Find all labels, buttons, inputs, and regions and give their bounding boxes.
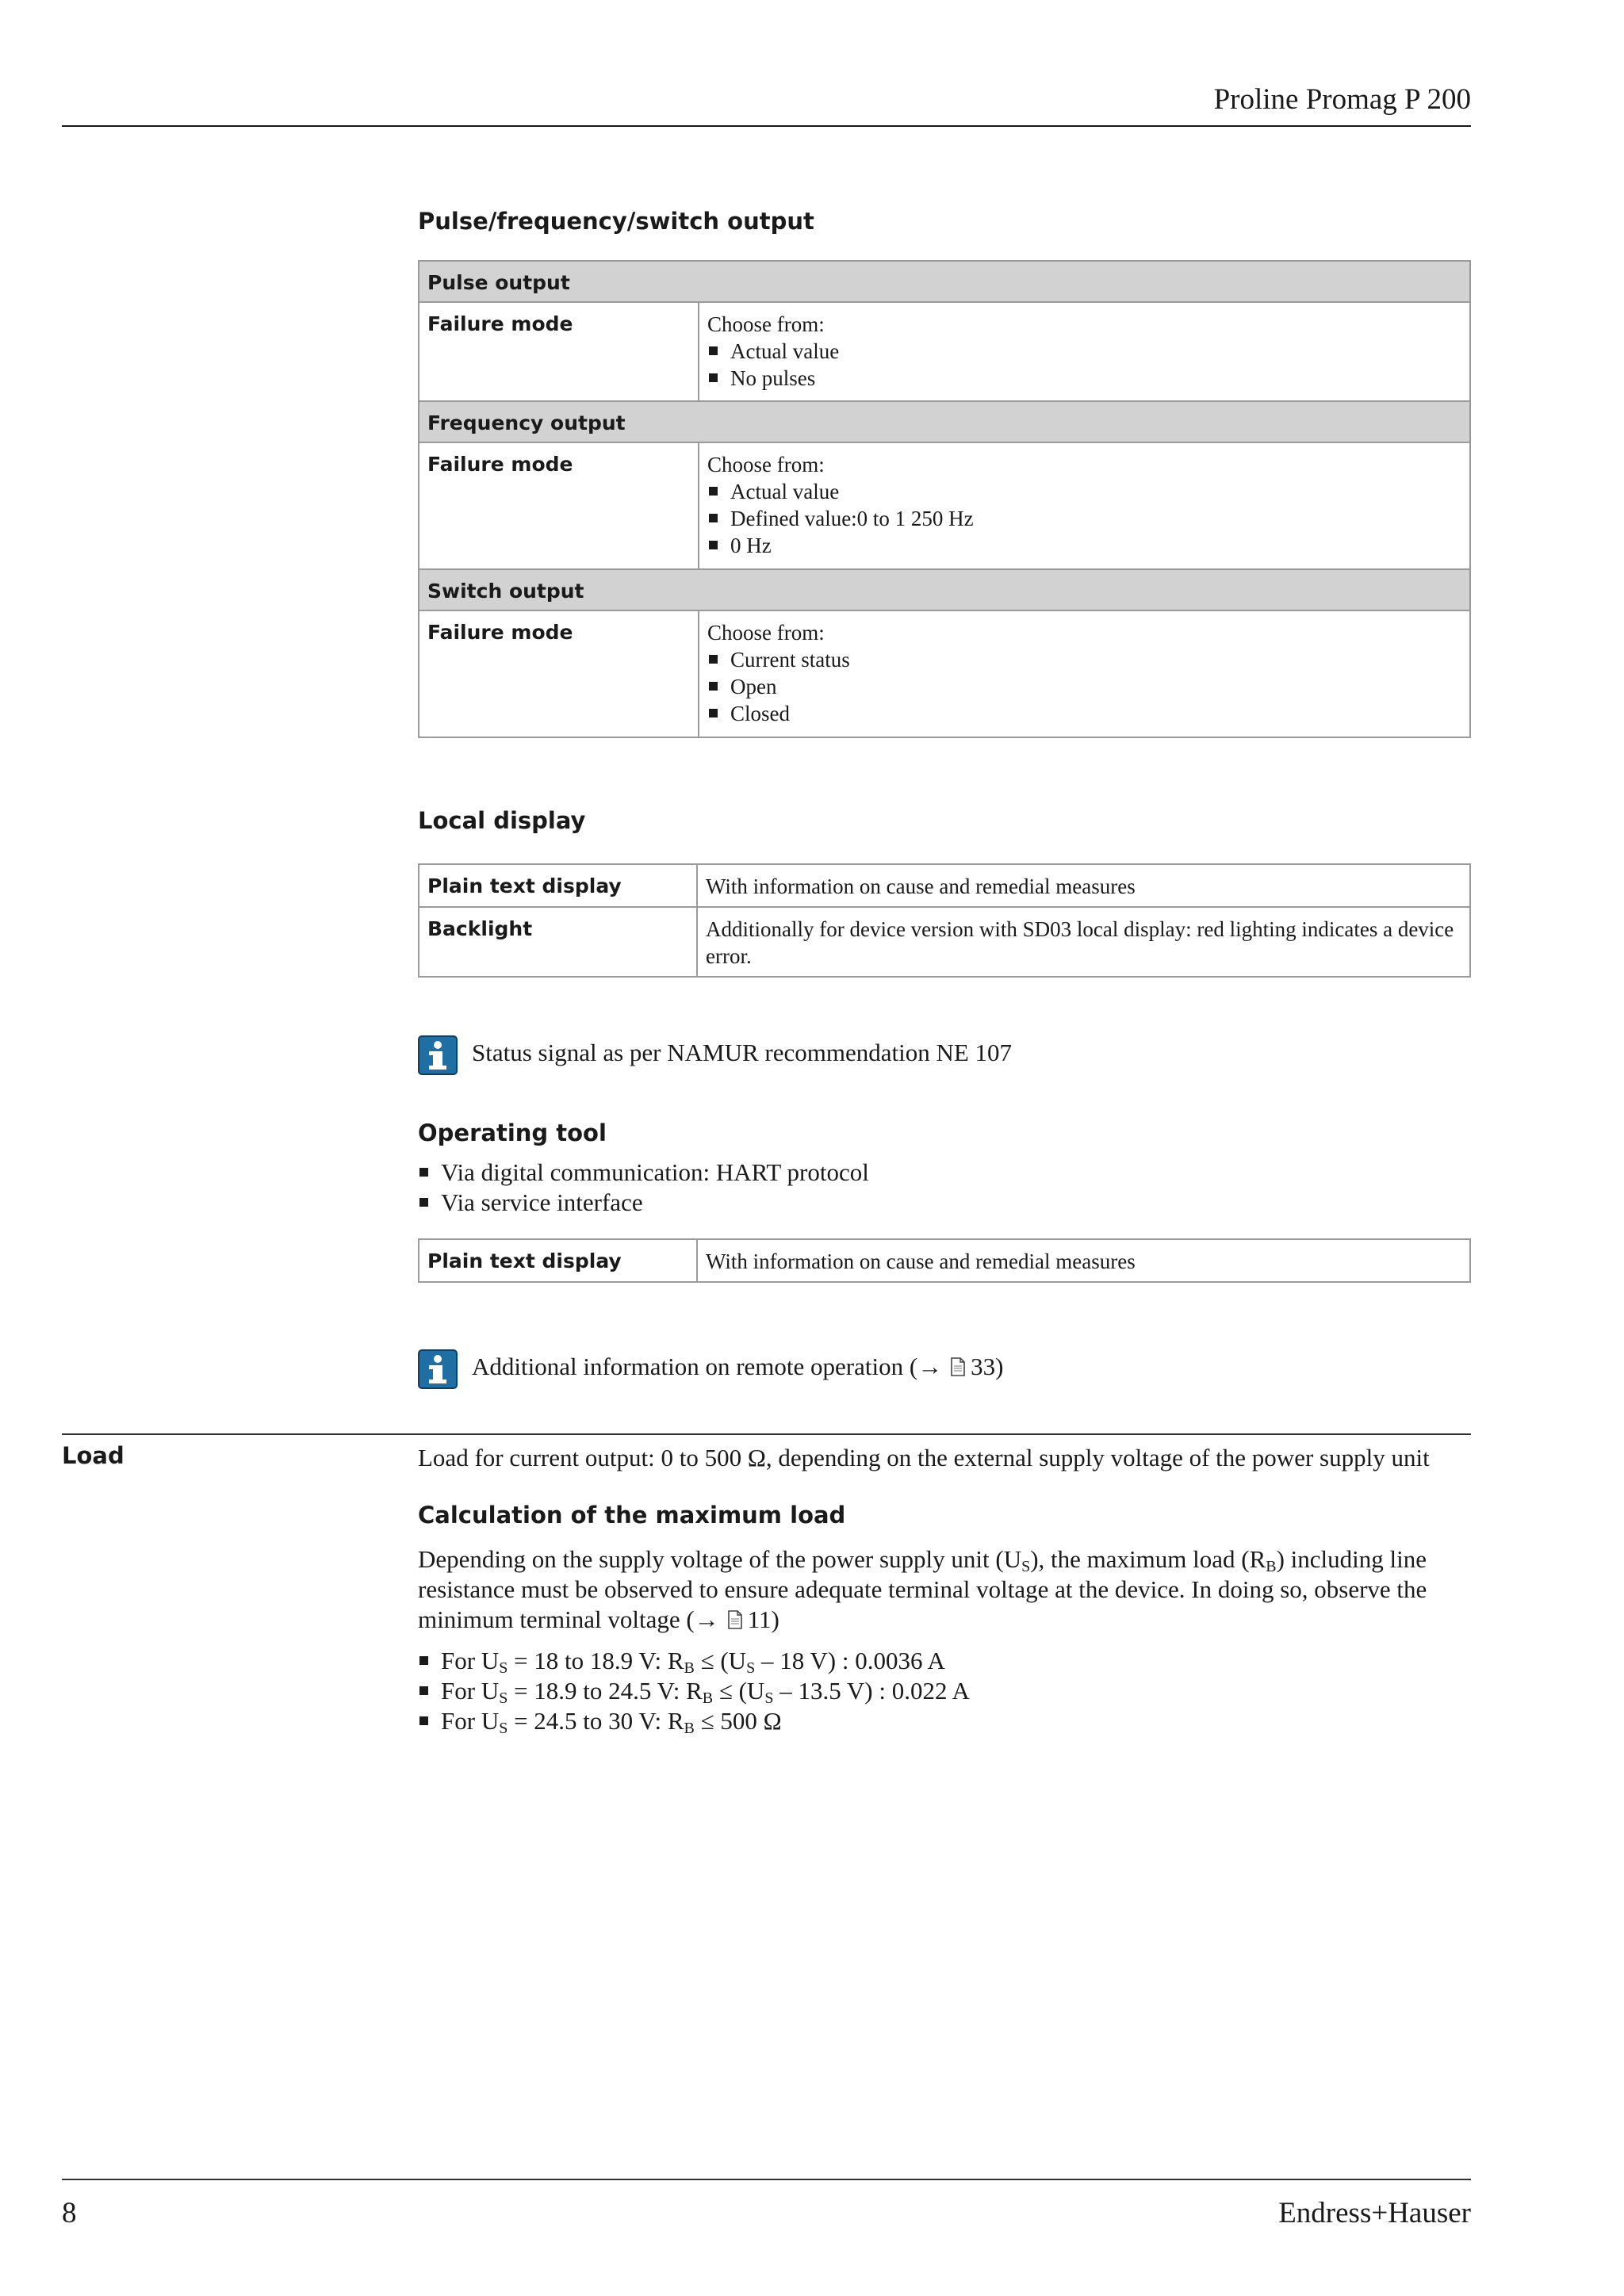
local-display-heading: Local display — [418, 807, 586, 834]
subscript: B — [702, 1689, 714, 1707]
page-ref: 33) — [971, 1353, 1004, 1380]
subscript: B — [684, 1659, 695, 1677]
pfs-table — [418, 260, 1471, 738]
subscript: S — [1021, 1558, 1031, 1575]
local-display-table — [418, 863, 1471, 978]
row-value: With information on cause and remedial measures — [697, 1239, 1470, 1282]
bullet-icon — [419, 1686, 428, 1695]
bullet-icon — [709, 541, 718, 549]
formula-part: = 18 to 18.9 V: R — [508, 1647, 684, 1674]
bullet-icon — [709, 655, 718, 664]
option-text: Closed — [730, 702, 791, 725]
formula-text — [441, 1706, 782, 1736]
formula-text — [441, 1676, 970, 1706]
note-text-lead: Additional information on remote operation (→ — [472, 1353, 943, 1380]
load-intro: Load for current output: 0 to 500 Ω, depending on the external supply voltage of the power supply unit — [418, 1444, 1430, 1471]
group-row-frequency — [419, 401, 1470, 442]
formula-part: ≤ 500 Ω — [694, 1707, 782, 1735]
list-item — [418, 1706, 1471, 1736]
pfs-section — [418, 208, 1471, 738]
bullet-icon — [419, 1656, 428, 1665]
table-row — [419, 302, 1470, 401]
option-text: Current status — [730, 648, 850, 672]
table-row — [419, 610, 1470, 737]
formula-part: = 18.9 to 24.5 V: R — [508, 1677, 703, 1705]
header-rule — [62, 125, 1471, 127]
bullet-icon — [709, 373, 718, 382]
list-item — [707, 700, 1461, 727]
formula-part: – 18 V) : 0.0036 A — [755, 1647, 945, 1674]
row-label: Failure mode — [419, 610, 699, 737]
bullet-icon — [419, 1168, 428, 1177]
footer-rule — [62, 2179, 1471, 2180]
operating-tool-table — [418, 1238, 1471, 1283]
row-value — [699, 610, 1470, 737]
table-row — [419, 442, 1470, 569]
option-text: Actual value — [730, 480, 840, 503]
list-item — [707, 646, 1461, 673]
para-part: ) including line resistance must be observed to ensure adequate terminal voltage at the device. In doing so, observe the minimum terminal voltage (→ — [418, 1545, 1427, 1633]
bullet-icon — [419, 1198, 428, 1207]
option-text: Actual value — [730, 339, 840, 363]
item-text: Via service interface — [441, 1188, 643, 1216]
row-label: Backlight — [419, 907, 697, 977]
subscript: S — [764, 1689, 774, 1707]
footer-brand: Endress+Hauser — [1278, 2197, 1471, 2229]
operating-tool-heading: Operating tool — [418, 1119, 607, 1146]
bullet-icon — [709, 709, 718, 718]
row-value — [699, 442, 1470, 569]
bullet-icon — [709, 682, 718, 691]
group-name: Frequency output — [419, 401, 1470, 442]
bullet-icon — [709, 514, 718, 522]
para-part: Depending on the supply voltage of the power supply unit (U — [418, 1545, 1022, 1573]
table-row — [419, 864, 1470, 907]
formula-part: For U — [441, 1647, 500, 1674]
subscript: S — [499, 1720, 508, 1737]
choose-intro: Choose from: — [707, 453, 825, 476]
note-text: Status signal as per NAMUR recommendation NE 107 — [472, 1039, 1013, 1066]
row-label: Failure mode — [419, 302, 699, 401]
row-label: Failure mode — [419, 442, 699, 569]
formula-part: For U — [441, 1677, 500, 1705]
list-item — [707, 532, 1461, 559]
formula-text — [441, 1646, 945, 1676]
formula-part: ≤ (U — [694, 1647, 747, 1674]
note-text[interactable] — [472, 1351, 1004, 1383]
option-text: Defined value:0 to 1 250 Hz — [730, 507, 974, 530]
load-label: Load — [62, 1442, 124, 1469]
bullet-icon — [709, 346, 718, 355]
formula-list — [418, 1646, 1471, 1736]
namur-note — [418, 1037, 1471, 1075]
table-row — [419, 1239, 1470, 1282]
row-value — [699, 302, 1470, 401]
header-title: Proline Promag P 200 — [1213, 83, 1471, 116]
list-item — [418, 1646, 1471, 1676]
page-ref: 11) — [747, 1605, 779, 1633]
calc-paragraph — [418, 1544, 1471, 1635]
bullet-icon — [709, 487, 718, 496]
page-number: 8 — [62, 2197, 77, 2229]
subscript: B — [1266, 1558, 1277, 1575]
load-section — [418, 1443, 1471, 1736]
local-display-section — [418, 807, 1471, 978]
operating-tool-section — [418, 1119, 1471, 1283]
list-item — [707, 365, 1461, 392]
formula-part: = 24.5 to 30 V: R — [508, 1707, 684, 1735]
list-item — [707, 673, 1461, 700]
pfs-heading: Pulse/frequency/switch output — [418, 208, 814, 235]
subscript: S — [499, 1659, 508, 1677]
info-icon — [418, 1349, 458, 1389]
list-item — [418, 1158, 1471, 1188]
formula-part: ≤ (U — [713, 1677, 765, 1705]
bullet-icon — [419, 1716, 428, 1725]
row-value: Additionally for device version with SD03 local display: red lighting indicates a device error. — [697, 907, 1470, 977]
list-item — [707, 478, 1461, 505]
document-page-icon — [727, 1610, 743, 1629]
group-row-pulse — [419, 261, 1470, 302]
formula-part: For U — [441, 1707, 500, 1735]
subscript: S — [746, 1659, 756, 1677]
subscript: B — [684, 1720, 695, 1737]
formula-part: – 13.5 V) : 0.022 A — [773, 1677, 970, 1705]
calc-heading: Calculation of the maximum load — [418, 1502, 846, 1529]
option-text: Open — [730, 675, 777, 698]
list-item — [418, 1676, 1471, 1706]
option-text: No pulses — [730, 366, 816, 390]
option-text: 0 Hz — [730, 534, 772, 557]
choose-intro: Choose from: — [707, 312, 825, 336]
operating-tool-list — [418, 1158, 1471, 1218]
list-item — [707, 338, 1461, 365]
row-value: With information on cause and remedial measures — [697, 864, 1470, 907]
document-page-icon — [950, 1357, 966, 1376]
table-row — [419, 907, 1470, 977]
group-name: Pulse output — [419, 261, 1470, 302]
info-icon — [418, 1035, 458, 1075]
list-item — [418, 1188, 1471, 1218]
section-divider — [62, 1433, 1471, 1435]
group-name: Switch output — [419, 569, 1470, 610]
choose-intro: Choose from: — [707, 621, 825, 645]
para-part: ), the maximum load (R — [1030, 1545, 1266, 1573]
row-label: Plain text display — [419, 1239, 697, 1282]
remote-operation-note — [418, 1351, 1471, 1389]
item-text: Via digital communication: HART protocol — [441, 1158, 869, 1186]
list-item — [707, 505, 1461, 532]
subscript: S — [499, 1689, 508, 1707]
row-label: Plain text display — [419, 864, 697, 907]
group-row-switch — [419, 569, 1470, 610]
